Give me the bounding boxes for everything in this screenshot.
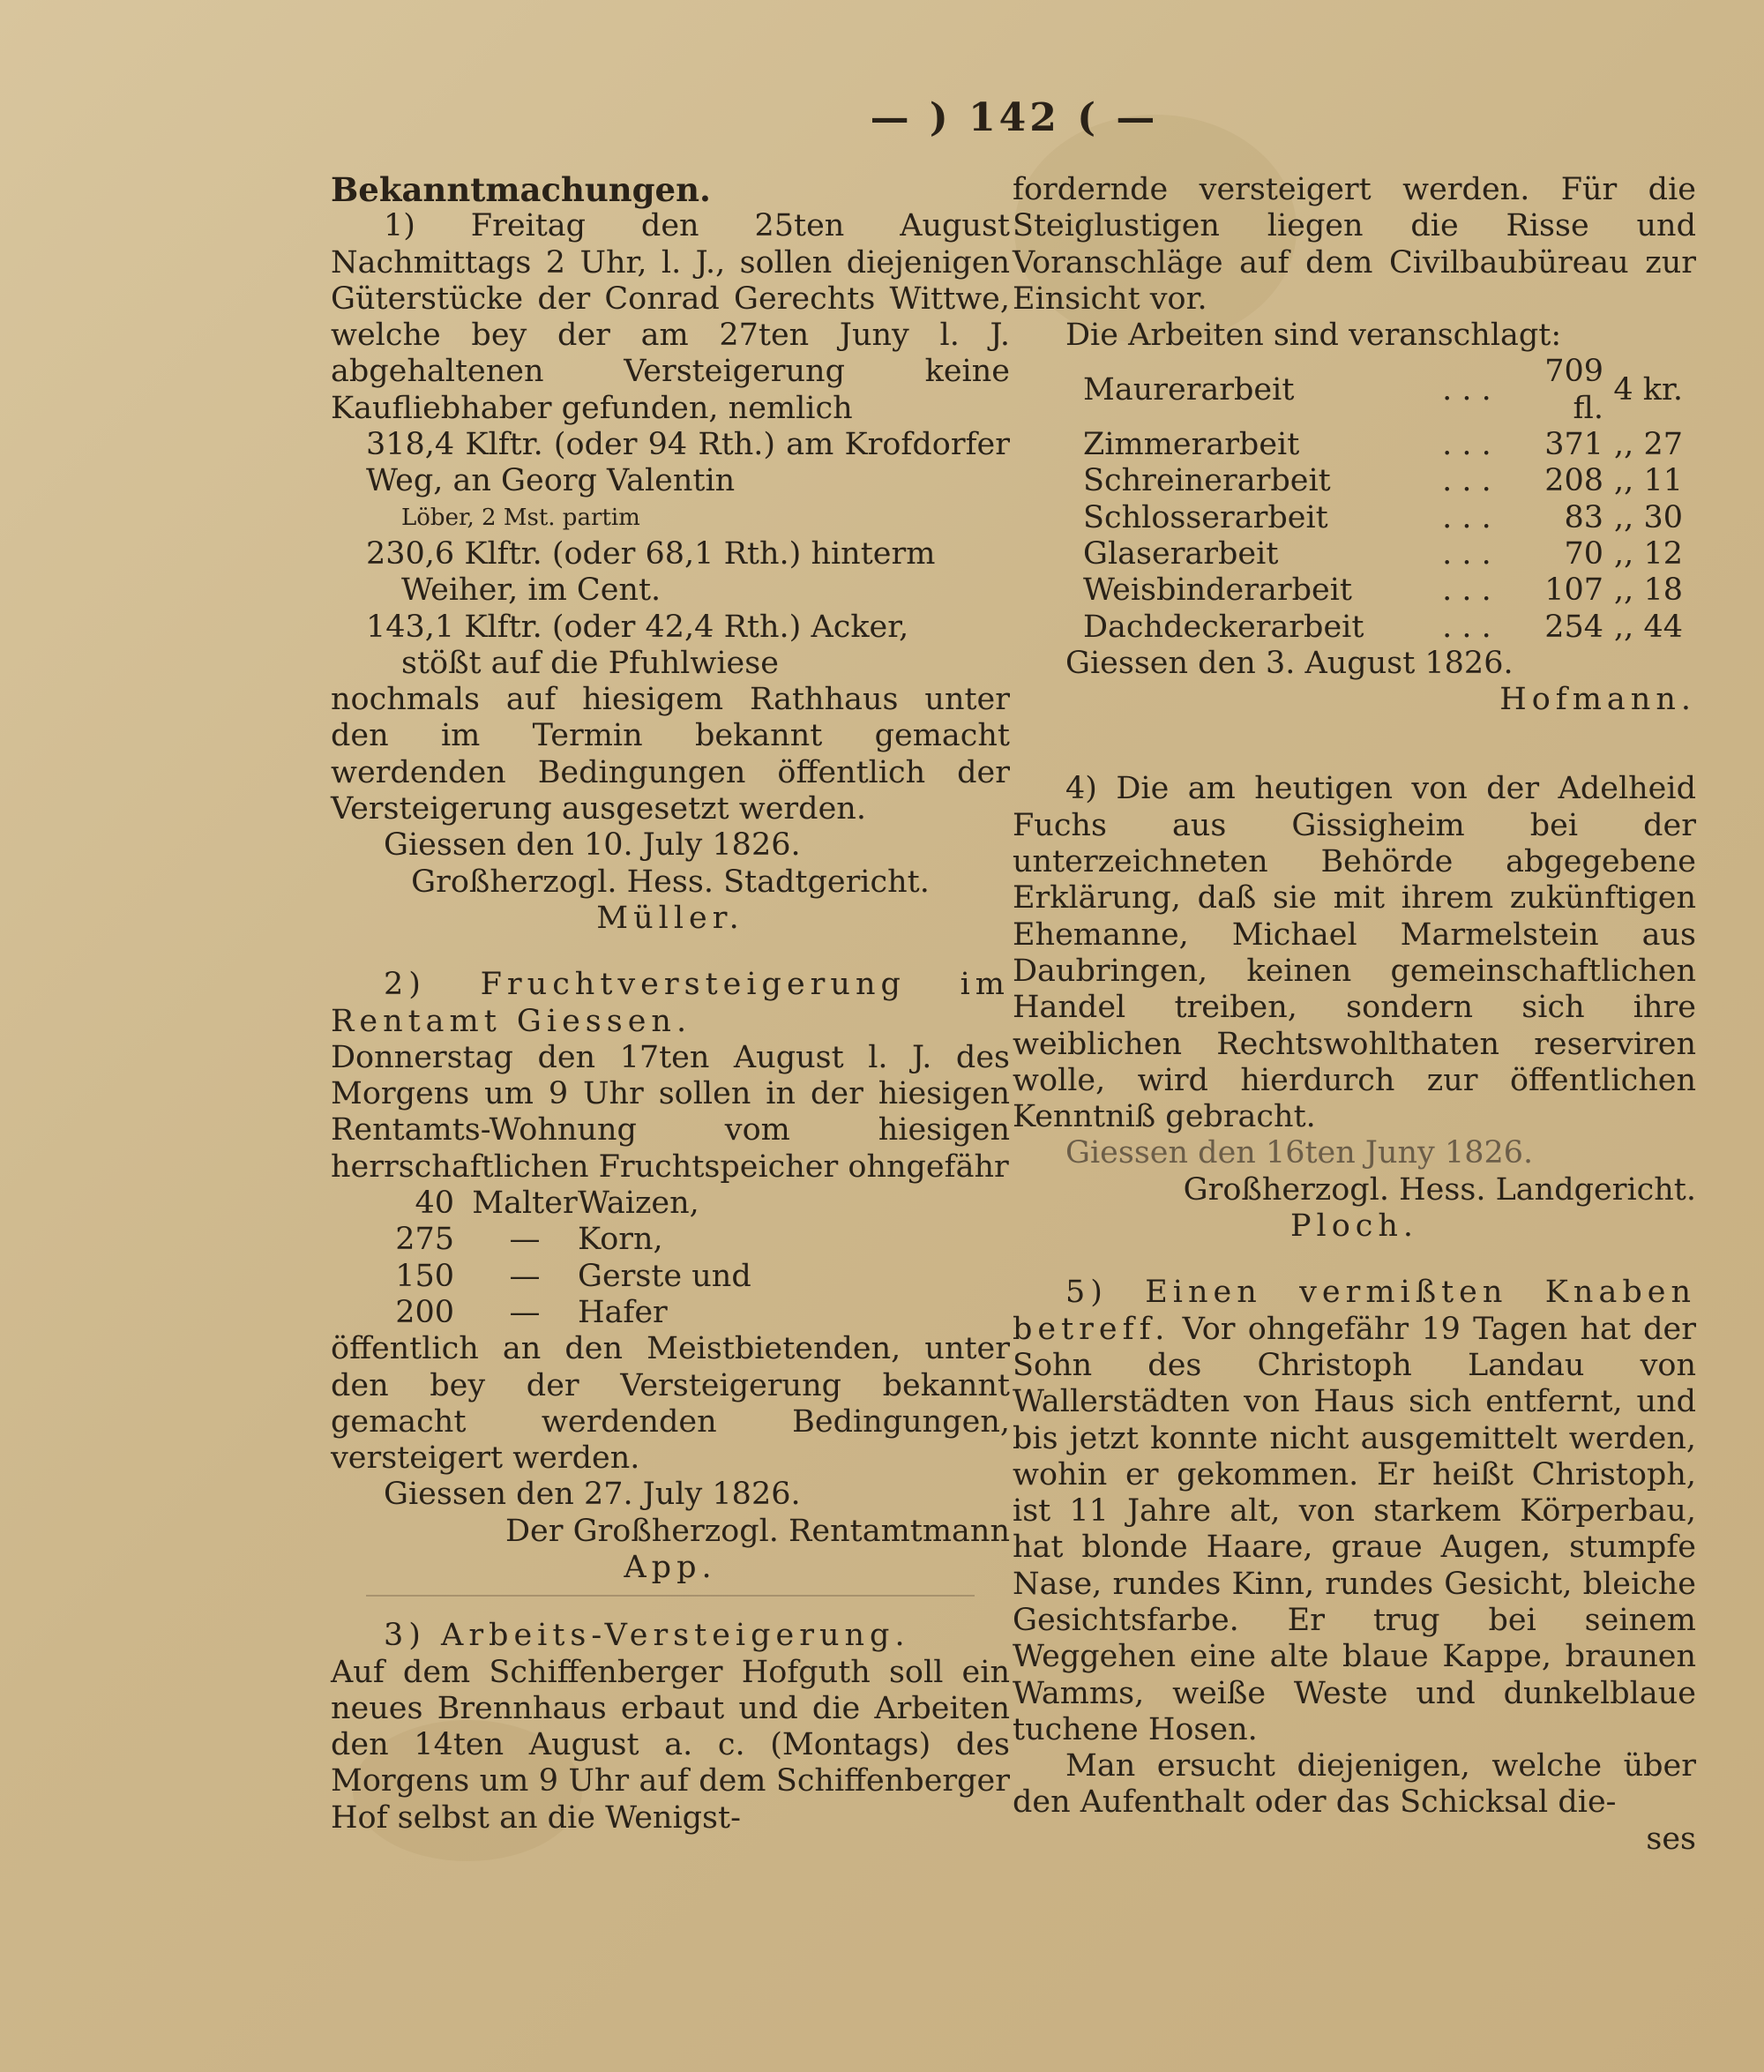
ditto-mark: ,, bbox=[1614, 535, 1634, 572]
cost-kr-value: 27 bbox=[1643, 427, 1683, 463]
grain-kind: Hafer bbox=[578, 1294, 668, 1330]
cost-row bbox=[1083, 610, 1683, 646]
cost-kr bbox=[1603, 572, 1683, 609]
notice1-signature: Müller. bbox=[596, 900, 744, 936]
notice2-date: Giessen den 27. July 1826. bbox=[384, 1477, 801, 1513]
notice4-signature: Ploch. bbox=[1289, 1208, 1419, 1245]
cost-dots: . . . bbox=[1442, 463, 1491, 499]
notice1-intro: 1) Freitag den 25ten August Nachmittags 2 Uhr, l. J., sollen diejenigen Güterstücke der Conrad Gerechts Wittwe, welche bey der am 27ten Juny l. J. abgehaltenen Versteigerung keine Kaufliebhaber gefunden, nemlich bbox=[331, 208, 1010, 426]
grain-unit: — bbox=[509, 1294, 541, 1330]
cost-kr-value: 18 bbox=[1643, 572, 1683, 609]
cost-fl: 107 bbox=[1544, 572, 1603, 609]
ditto-mark: ,, bbox=[1614, 572, 1634, 609]
cost-kr bbox=[1603, 463, 1683, 499]
notice1-item-line: 143,1 Klftr. (oder 42,4 Rth.) Acker, bbox=[366, 609, 909, 645]
cost-kr bbox=[1603, 427, 1683, 463]
cost-dots: . . . bbox=[1442, 372, 1491, 408]
cost-name: Glaserarbeit bbox=[1083, 535, 1279, 572]
grain-unit: Malter bbox=[472, 1186, 578, 1222]
notice3-intro: Auf dem Schiffenberger Hofguth soll ein neues Brennhaus erbaut und die Arbeiten den 14ten August a. c. (Montags) des Morgens um 9 Uhr auf dem Schiffenberger Hof selbst an die Wenigst- bbox=[331, 1654, 1010, 1836]
cost-table-intro: Die Arbeiten sind veranschlagt: bbox=[1065, 318, 1562, 354]
grain-qty: 275 bbox=[395, 1222, 454, 1258]
spacer bbox=[331, 1605, 1010, 1618]
notice2-intro: Donnerstag den 17ten August l. J. des Morgens um 9 Uhr sollen in der hiesigen Rentamts-Wohnung vom hiesigen herrschaftlichen Fruchtspeicher ohngefähr bbox=[331, 1039, 1010, 1185]
notice1-item-line: 230,6 Klftr. (oder 68,1 Rth.) hinterm bbox=[366, 535, 936, 572]
notice1-date: Giessen den 10. July 1826. bbox=[384, 827, 801, 864]
cost-fl: 254 bbox=[1544, 609, 1603, 645]
cost-dots: . . . bbox=[1442, 535, 1491, 572]
cost-row bbox=[1083, 536, 1683, 572]
cost-row bbox=[1083, 463, 1683, 499]
notice1-item-line: Weiher, im Cent. bbox=[401, 572, 662, 609]
cost-row bbox=[1083, 572, 1683, 609]
cost-name: Zimmerarbeit bbox=[1083, 427, 1300, 463]
grain-qty: 40 bbox=[415, 1186, 454, 1222]
cost-kr bbox=[1603, 536, 1683, 572]
notice1-item-line: 318,4 Klftr. (oder 94 Rth.) am Krofdorfer Weg, an Georg Valentin bbox=[366, 427, 1010, 499]
cost-fl: 709 fl. bbox=[1544, 354, 1603, 426]
cost-row bbox=[1083, 427, 1683, 463]
left-column bbox=[331, 172, 1010, 1836]
cost-dots: . . . bbox=[1442, 572, 1491, 609]
notice1-item bbox=[331, 536, 1010, 610]
grain-qty: 200 bbox=[395, 1294, 454, 1330]
notice4-text: 4) Die am heutigen von der Adelheid Fuchs aus Gissigheim bei der unterzeichneten Behörde abgegebene Erklärung, daß sie mit ihrem zukünftigen Ehemanne, Michael Marmelstein aus Daubringen, keinen gemeinschaftlichen Handel treiben, sondern sich ihre weiblichen Rechtswohlthaten reserviren wolle, wird hierdurch zur öffentlichen Kenntniß gebracht. bbox=[1013, 771, 1696, 1135]
notice3-continued: fordernde versteigert werden. Für die Steiglustigen liegen die Risse und Voranschläge auf dem Civilbaubüreau zur Einsicht vor. bbox=[1013, 172, 1696, 317]
cost-kr-value: 30 bbox=[1643, 499, 1683, 535]
notice3-date: Giessen den 3. August 1826. bbox=[1065, 645, 1514, 681]
catchword: ses bbox=[1646, 1821, 1696, 1857]
grain-kind: Korn, bbox=[578, 1222, 663, 1258]
notice4-authority: Großherzogl. Hess. Landgericht. bbox=[1183, 1171, 1696, 1208]
notice5-title: 5) Einen vermißten Knaben betreff. bbox=[1013, 1275, 1696, 1347]
spacer bbox=[1013, 718, 1696, 771]
cost-name: Schreinerarbeit bbox=[1083, 463, 1331, 499]
cost-dots: . . . bbox=[1442, 427, 1491, 463]
cost-fl: 83 bbox=[1564, 499, 1603, 535]
cost-name: Dachdeckerarbeit bbox=[1083, 609, 1364, 645]
ditto-mark: ,, bbox=[1614, 499, 1634, 535]
grain-qty: 150 bbox=[395, 1258, 454, 1294]
grain-row bbox=[375, 1222, 751, 1258]
notice1-body: nochmals auf hiesigem Rathhaus unter den im Termin bekannt gemacht werdenden Bedingungen öffentlich der Versteigerung ausgesetzt werden. bbox=[331, 682, 1010, 827]
cost-name: Maurerarbeit bbox=[1083, 372, 1295, 408]
grain-row bbox=[375, 1295, 751, 1331]
cost-kr bbox=[1603, 500, 1683, 536]
notice5-body: Vor ohngefähr 19 Tagen hat der Sohn des Christoph Landau von Wallerstädten von Haus sich entfernt, und bis jetzt konnte nicht ausgemittelt werden, wohin er gekommen. Er heißt Christoph, ist 11 Jahre alt, von starkem Körperbau, hat blonde Haare, graue Augen, stumpfe Nase, rundes Kinn, rundes Gesicht, bleiche Gesichtsfarbe. Er trug bei seinem Weggehen eine alte blaue Kappe, braunen Wamms, weiße Weste und dunkelblaue tuchene Hosen. bbox=[1013, 1311, 1696, 1747]
cost-kr: 4 kr. bbox=[1613, 372, 1683, 408]
cost-row bbox=[1083, 354, 1683, 427]
notice2-body: öffentlich an den Meistbietenden, unter den bey der Versteigerung bekannt gemacht werdenden Bedingungen, versteigert werden. bbox=[331, 1331, 1010, 1477]
notice2-signature: App. bbox=[624, 1549, 717, 1585]
notice1-item-line: stößt auf die Pfuhlwiese bbox=[401, 645, 779, 681]
notice1-item bbox=[331, 610, 1010, 683]
grain-row bbox=[375, 1259, 751, 1295]
right-column bbox=[1013, 172, 1696, 1858]
divider bbox=[366, 1595, 975, 1597]
notice1-item bbox=[331, 427, 1010, 536]
section-title: Bekanntmachungen. bbox=[331, 170, 711, 209]
cost-name: Schlosserarbeit bbox=[1083, 499, 1328, 535]
notice4-date: Giessen den 16ten Juny 1826. bbox=[1065, 1135, 1534, 1171]
notice3-title: 3) Arbeits-Versteigerung. bbox=[384, 1618, 910, 1654]
grain-unit: — bbox=[509, 1222, 541, 1258]
ditto-mark: ,, bbox=[1614, 427, 1634, 463]
grain-row bbox=[375, 1186, 751, 1222]
spacer bbox=[1013, 1245, 1696, 1275]
grain-table bbox=[375, 1186, 751, 1331]
ditto-mark: ,, bbox=[1614, 463, 1634, 499]
cost-kr-value: 44 bbox=[1643, 609, 1683, 645]
grain-kind: Waizen, bbox=[578, 1186, 699, 1222]
ditto-mark: ,, bbox=[1614, 609, 1634, 645]
notice2-authority: Der Großherzogl. Rentamtmann bbox=[505, 1513, 1010, 1549]
grain-unit: — bbox=[509, 1258, 541, 1294]
page-number: — ) 142 ( — bbox=[870, 95, 1159, 140]
notice1-item-line: Löber, 2 Mst. partim bbox=[401, 504, 640, 531]
cost-kr-value: 11 bbox=[1643, 463, 1683, 499]
notice5-text2: Man ersucht diejenigen, welche über den Aufenthalt oder das Schicksal die- bbox=[1013, 1748, 1696, 1821]
cost-name: Weisbinderarbeit bbox=[1083, 572, 1352, 609]
notice2-title: 2) Fruchtversteigerung im Rentamt Giessen. bbox=[331, 967, 1010, 1039]
notice3-signature: Hofmann. bbox=[1499, 682, 1696, 718]
notice5-text bbox=[1013, 1275, 1696, 1748]
cost-fl: 371 bbox=[1544, 427, 1603, 463]
cost-fl: 208 bbox=[1544, 463, 1603, 499]
cost-fl: 70 bbox=[1564, 535, 1603, 572]
notice1-authority: Großherzogl. Hess. Stadtgericht. bbox=[411, 864, 930, 900]
spacer bbox=[331, 937, 1010, 967]
cost-kr bbox=[1603, 610, 1683, 646]
cost-dots: . . . bbox=[1442, 609, 1491, 645]
cost-kr-value: 12 bbox=[1643, 535, 1683, 572]
grain-kind: Gerste und bbox=[578, 1258, 751, 1294]
cost-row bbox=[1083, 500, 1683, 536]
cost-table bbox=[1083, 354, 1683, 645]
cost-dots: . . . bbox=[1442, 499, 1491, 535]
